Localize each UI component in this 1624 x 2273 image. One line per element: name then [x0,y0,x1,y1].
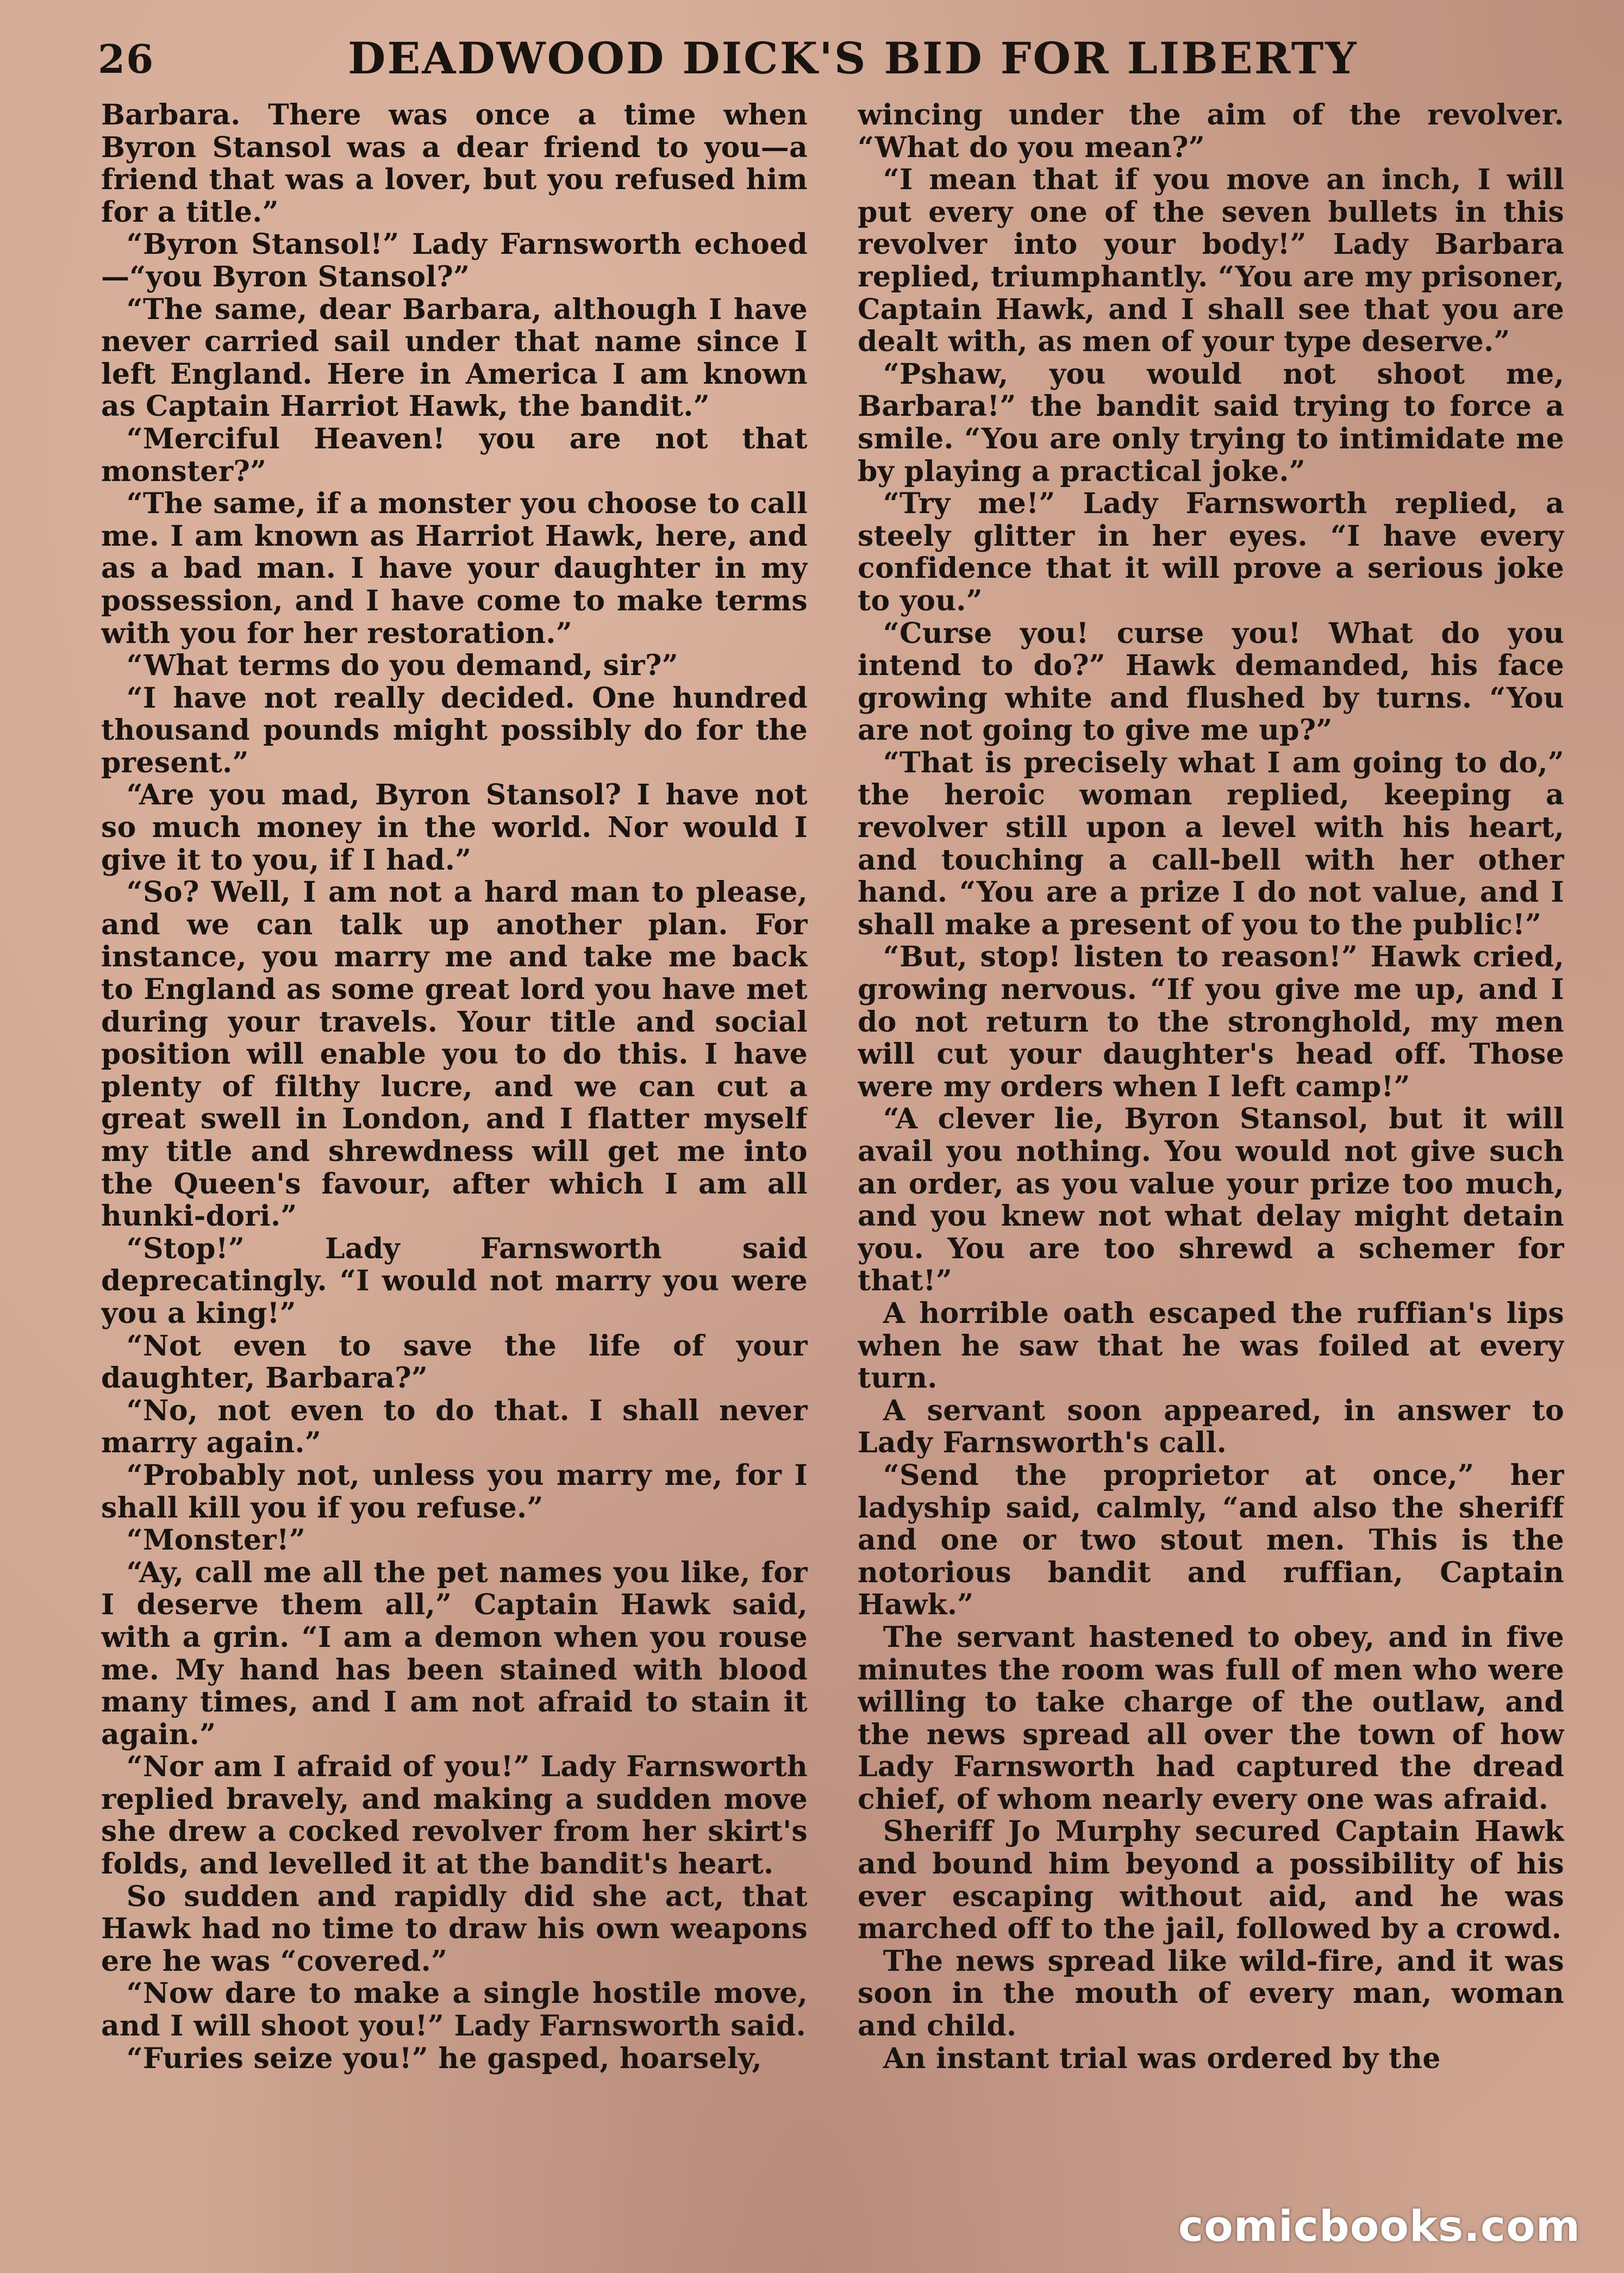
paragraph: “Now dare to make a single hostile move, and I will shoot you!” Lady Farnsworth said. [101,1977,808,2043]
paragraph: “The same, dear Barbara, although I have never carried sail under that name since I left England. Here in America I am known as Captain Harriot Hawk, the bandit.” [101,292,808,423]
paragraph: “Curse you! curse you! What do you intend to do?” Hawk demanded, his face growing white and flushed by turns. “You are not going to give me up?” [858,616,1564,747]
paragraph: A servant soon appeared, in answer to Lady Farnsworth's call. [858,1394,1564,1460]
paragraph: “So? Well, I am not a hard man to please, and we can talk up another plan. For instance, you marry me and take me back to England as some great lord you have met during your travels. Your title and social position will enable you to do this. I have plenty of filthy lucre, and we can cut a great swell in London, and I flatter myself my title and shrewdness will get me into the Queen's favour, after which I am all hunki-dori.” [101,876,808,1233]
paragraph: “That is precisely what I am going to do,” the heroic woman replied, keeping a revolver still upon a level with his heart, and touching a call-bell with her other hand. “You are a prize I do not value, and I shall make a present of you to the public!” [858,746,1564,941]
paragraph: “Monster!” [126,1523,306,1557]
paragraph: “Try me!” Lady Farnsworth replied, a steely glitter in her eyes. “I have every confidence that it will prove a serious joke to you.” [858,487,1564,617]
paragraph: An instant trial was ordered by the [883,2041,1441,2075]
running-title: DEADWOOD DICK'S BID FOR LIBERTY [348,33,1358,84]
paragraph: “The same, if a monster you choose to call me. I am known as Harriot Hawk, here, and as a bad man. I have your daughter in my possession, and I have come to make terms with you for her restoration.” [101,487,808,650]
paragraph: “Byron Stansol!” Lady Farnsworth echoed—“you Byron Stansol?” [101,228,808,294]
paragraph: “Pshaw, you would not shoot me, Barbara!” the bandit said trying to force a smile. “You are only trying to intimidate me by playing a practical joke.” [858,357,1564,488]
paragraph: “Merciful Heaven! you are not that monster?” [101,422,808,488]
page-header [98,33,1587,98]
paragraph: Sheriff Jo Murphy secured Captain Hawk and bound him beyond a possibility of his ever escaping without aid, and he was marched off to the jail, followed by a crowd. [858,1815,1564,1946]
paragraph: wincing under the aim of the revolver. “What do you mean?” [858,99,1564,164]
paragraph: A horrible oath escaped the ruffian's lips when he saw that he was foiled at every turn. [858,1296,1564,1395]
paragraph: Barbara. There was once a time when Byron Stansol was a dear friend to you—a friend that was a lover, but you refused him for a title.” [101,99,808,229]
paragraph: “Probably not, unless you marry me, for I shall kill you if you refuse.” [101,1458,808,1525]
page-number: 26 [98,36,155,82]
right-text-column [858,99,1564,2197]
paragraph: “Furies seize you!” he gasped, hoarsely, [126,2041,762,2075]
paragraph: “Ay, call me all the pet names you like, for I deserve them all,” Captain Hawk said, with a grin. “I am a demon when you rouse me. My hand has been stained with blood many times, and I am not afraid to stain it again.” [101,1556,808,1751]
paragraph: “I have not really decided. One hundred thousand pounds might possibly do for the present.” [101,681,808,779]
watermark: comicbooks.com [1178,2202,1581,2251]
paragraph: “Stop!” Lady Farnsworth said deprecatingly. “I would not marry you were you a king!” [101,1232,808,1330]
paragraph: “I mean that if you move an inch, I will put every one of the seven bullets in this revolver into your body!” Lady Barbara replied, triumphantly. “You are my prisoner, Captain Hawk, and I shall see that you are dealt with, as men of your type deserve.” [858,163,1564,359]
paragraph: “But, stop! listen to reason!” Hawk cried, growing nervous. “If you give me up, and I do not return to the stronghold, my men will cut your daughter's head off. Those were my orders when I left camp!” [858,940,1564,1103]
paragraph: “Are you mad, Byron Stansol? I have not so much money in the world. Nor would I give it to you, if I had.” [101,778,808,877]
left-text-column [101,99,808,2197]
paragraph: So sudden and rapidly did she act, that Hawk had no time to draw his own weapons ere he was “covered.” [101,1879,808,1978]
paragraph: “Send the proprietor at once,” her ladyship said, calmly, “and also the sheriff and one or two stout men. This is the notorious bandit and ruffian, Captain Hawk.” [858,1458,1564,1622]
paragraph: “Nor am I afraid of you!” Lady Farnsworth replied bravely, and making a sudden move she drew a cocked revolver from her skirt's folds, and levelled it at the bandit's heart. [101,1750,808,1881]
paragraph: The servant hastened to obey, and in five minutes the room was full of men who were willing to take charge of the outlaw, and the news spread all over the town of how Lady Farnsworth had captured the dread chief, of whom nearly every one was afraid. [858,1620,1564,1816]
paragraph: “A clever lie, Byron Stansol, but it will avail you nothing. You would not give such an order, as you value your prize too much, and you knew not what delay might detain you. You are too shrewd a schemer for that!” [858,1102,1564,1298]
paragraph: “What terms do you demand, sir?” [126,649,678,683]
paragraph: “Not even to save the life of your daughter, Barbara?” [101,1329,808,1395]
paragraph: “No, not even to do that. I shall never marry again.” [101,1394,808,1460]
paragraph: The news spread like wild-fire, and it was soon in the mouth of every man, woman and child. [858,1944,1564,2043]
